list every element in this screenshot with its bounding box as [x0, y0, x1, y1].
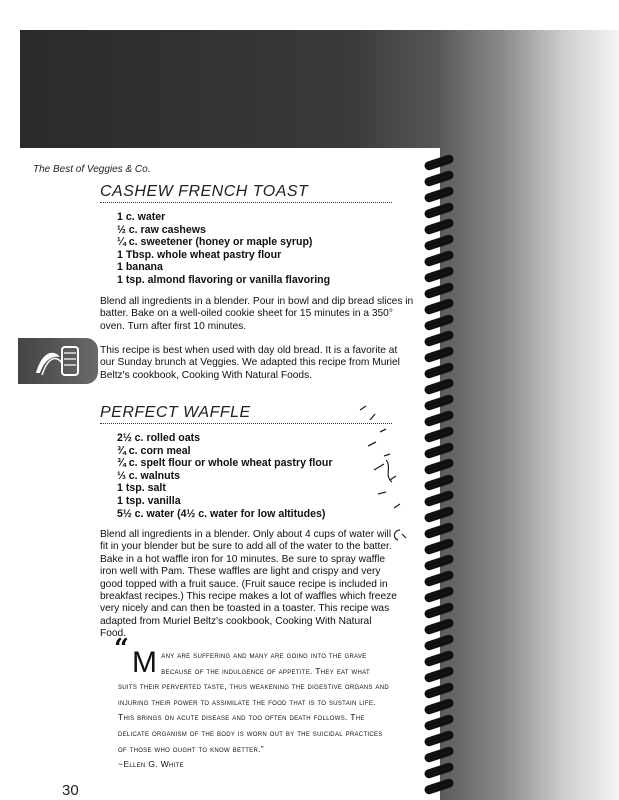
ingredient: ½ c. raw cashews: [117, 223, 206, 236]
spiral-coil: [423, 634, 454, 652]
scan-background-right: [440, 30, 619, 800]
spiral-coil: [423, 554, 454, 572]
ingredient: 2½ c. rolled oats: [117, 432, 201, 444]
spiral-coil: [423, 330, 454, 348]
section-tab: [18, 338, 98, 384]
spiral-coil: [423, 522, 454, 540]
ingredient: 1 banana: [117, 261, 163, 274]
quote-text: any are suffering and many are going into the grave because of the indulgence of appetite. They eat what suits their perverted taste, thus weakening the digestive organs and injuring their power to assimilate the food that is to sustain life. This brings on acute disease and too often death follows. The delicate organism of the body is worn out by the suicidal practices of those who ought to know better.”: [118, 650, 389, 754]
spiral-coil: [423, 698, 454, 716]
quote-open-mark: “: [114, 634, 130, 664]
recipe-directions: Blend all ingredients in a blender. Only about 4 cups of water will fit in your blender but be sure to add all of the water to the batter. Bake in a hot waffle iron for 10 minutes. Be sure to spray waffle iron well with Pam. These waffles are light and crispy and very good topped with a fruit sauce. (Fruit sauce recipe is included in breakfast recipes.) This recipe makes a lot of waffles which freeze very nicely and can then be toasted in a toaster. This recipe was adapted from Muriel Beltz's cookbook, Cooking With Natural Food.: [100, 529, 397, 640]
spiral-coil: [423, 618, 454, 636]
spiral-coil: [423, 250, 454, 268]
spiral-coil: [423, 426, 454, 444]
ingredient: ¼ c. sweetener (honey or maple syrup): [117, 236, 313, 249]
ingredient: 1 tsp. salt: [117, 482, 166, 495]
spiral-coil: [423, 682, 454, 700]
ingredient: ¾ c. corn meal: [117, 444, 191, 457]
spiral-coil: [423, 378, 454, 396]
ingredient: 1 tsp. almond flavoring or vanilla flavoring: [117, 273, 331, 286]
quote-author: ~Ellen G. White: [118, 759, 184, 770]
spiral-coil: [423, 474, 454, 492]
spiral-binding: [418, 150, 458, 800]
spiral-coil: [423, 218, 454, 236]
quote-block: [114, 634, 390, 773]
spiral-coil: [423, 506, 454, 524]
spiral-coil: [423, 266, 454, 284]
recipe-note: This recipe is best when used with day old bread. It is a favorite at our Sunday brunch at Veggies. We adapted this recipe from Muriel Beltz's cookbook, Cooking With Natural Foods.: [100, 345, 400, 381]
spiral-coil: [423, 730, 454, 748]
spiral-coil: [423, 234, 454, 252]
ingredient: 1 Tbsp. whole wheat pastry flour: [117, 248, 282, 261]
recipe-title: PERFECT WAFFLE: [100, 404, 392, 424]
pen-scribble-marks: [340, 390, 420, 550]
spiral-coil: [423, 746, 454, 764]
spiral-coil: [423, 714, 454, 732]
spiral-coil: [423, 666, 454, 684]
spiral-coil: [423, 650, 454, 668]
ingredient: ¾ c. spelt flour or whole wheat pastry flour: [117, 457, 333, 470]
ingredient-list: [117, 432, 332, 520]
recipe-title: CASHEW FRENCH TOAST: [100, 183, 392, 203]
spiral-coil: [423, 154, 454, 172]
ingredient-list: [117, 211, 330, 287]
spiral-coil: [423, 346, 454, 364]
spiral-coil: [423, 186, 454, 204]
spiral-coil: [423, 202, 454, 220]
spiral-coil: [423, 762, 454, 780]
spiral-coil: [423, 442, 454, 460]
spiral-coil: [423, 170, 454, 188]
spiral-coil: [423, 410, 454, 428]
spiral-coil: [423, 538, 454, 556]
ingredient: 5½ c. water (4½ c. water for low altitudes): [117, 507, 326, 520]
spiral-coil: [423, 778, 454, 796]
spiral-coil: [423, 586, 454, 604]
running-header: The Best of Veggies & Co.: [33, 164, 151, 175]
bread-banana-icon: [32, 343, 84, 379]
spiral-coil: [423, 602, 454, 620]
spiral-coil: [423, 314, 454, 332]
recipe-directions: Blend all ingredients in a blender. Pour in bowl and dip bread slices in batter. Bake on a well-oiled cookie sheet for 15 minutes in a 350° oven. Turn after first 10 minutes.: [100, 296, 414, 332]
spiral-coil: [423, 394, 454, 412]
ingredient: ⅓ c. walnuts: [117, 469, 180, 482]
spiral-coil: [423, 490, 454, 508]
spiral-coil: [423, 570, 454, 588]
spiral-coil: [423, 458, 454, 476]
spiral-coil: [423, 298, 454, 316]
spiral-coil: [423, 282, 454, 300]
quote-drop-cap: M: [132, 646, 158, 679]
spiral-coil: [423, 362, 454, 380]
ingredient: 1 tsp. vanilla: [117, 494, 181, 507]
ingredient: 1 c. water: [117, 211, 166, 223]
page-number: 30: [62, 782, 79, 799]
